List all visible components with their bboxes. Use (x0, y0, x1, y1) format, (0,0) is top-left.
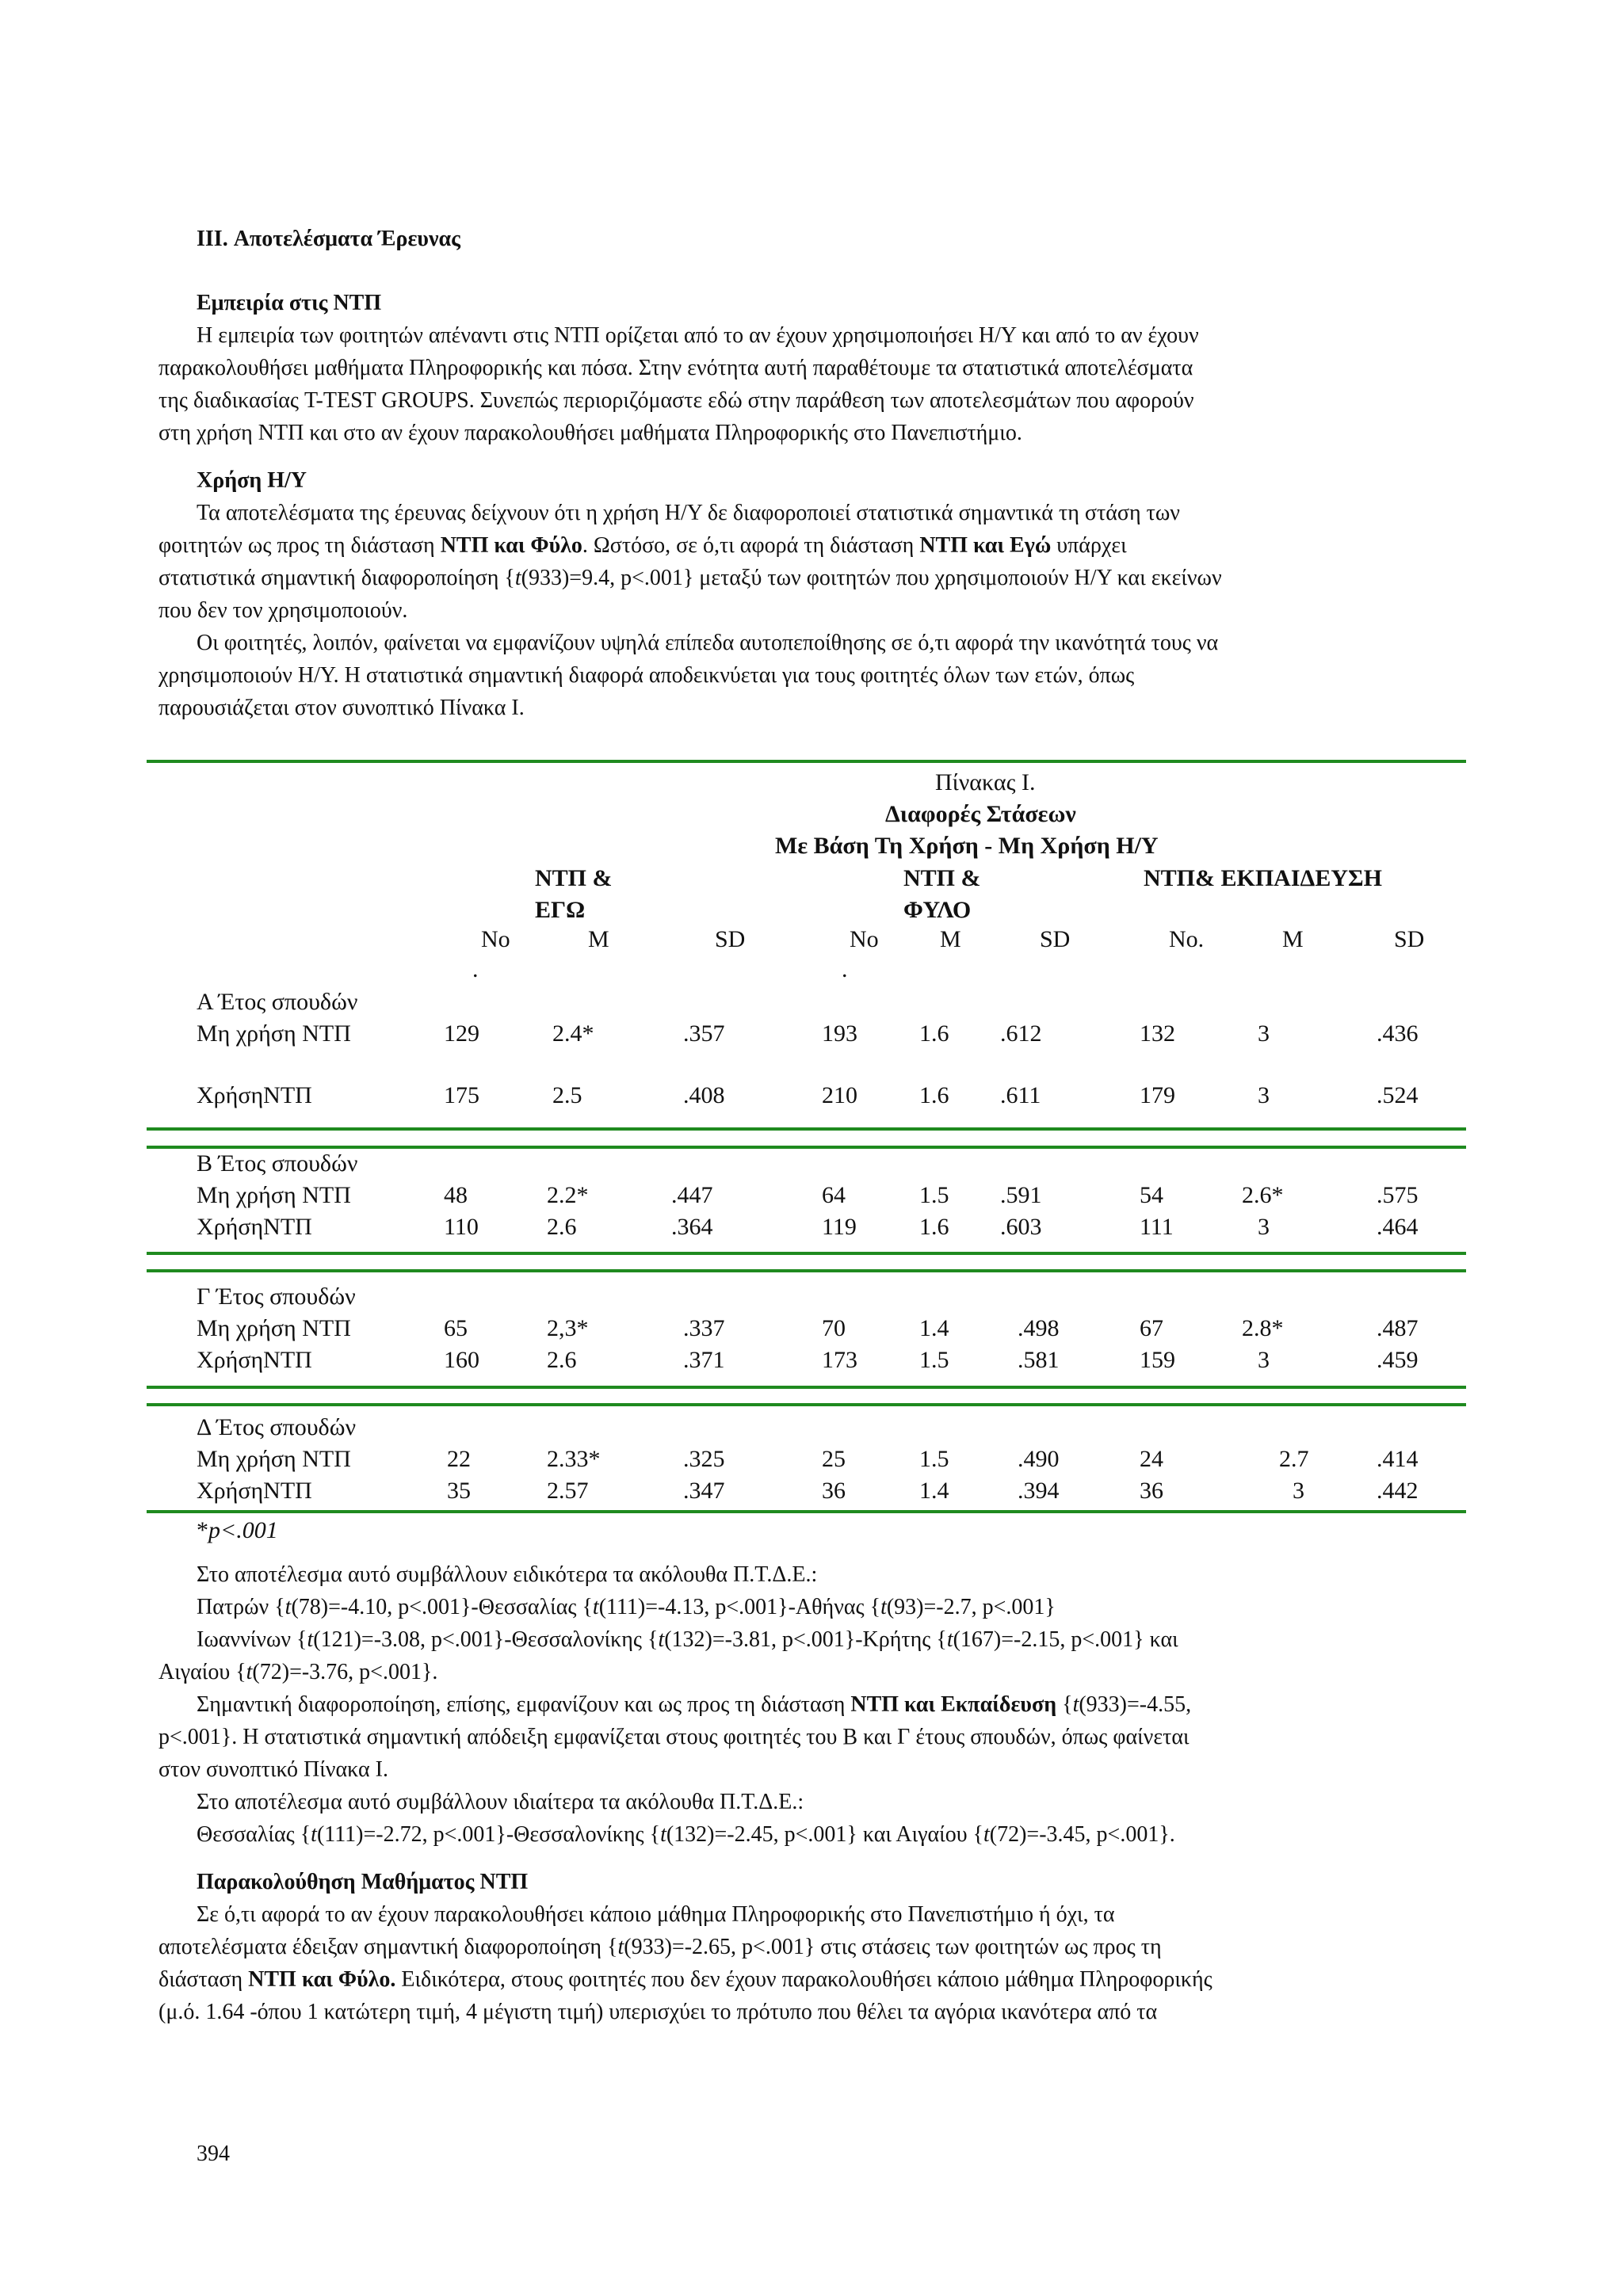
text-segment: Σημαντική διαφοροποίηση, επίσης, εμφανίζουν και ως προς τη διάσταση (197, 1692, 851, 1717)
cell-n: 67 (1140, 1315, 1163, 1341)
cell-n: 110 (444, 1214, 479, 1240)
italic-symbol: t (307, 1627, 314, 1652)
text-segment: (72)=-3.76, p<.001}. (252, 1660, 438, 1684)
text-segment: Αιγαίου { (158, 1660, 246, 1684)
cell-mean: 1.4 (919, 1478, 949, 1504)
italic-symbol: t (1072, 1692, 1079, 1717)
paragraph-line: στον συνοπτικό Πίνακα Ι. (158, 1757, 388, 1782)
table-caption-title: Διαφορές Στάσεων (885, 801, 1076, 827)
cell-sd: .347 (683, 1478, 725, 1504)
cell-mean: 3 (1293, 1478, 1304, 1504)
paragraph-line (197, 1591, 1056, 1623)
paragraph-line: Στο αποτέλεσμα αυτό συμβάλλουν ιδιαίτερα τα ακόλουθα Π.Τ.Δ.Ε.: (197, 1790, 804, 1814)
paragraph-line (158, 1931, 1162, 1963)
column-header-mean: M (588, 926, 609, 952)
text-segment: Θεσσαλίας { (197, 1822, 311, 1847)
paragraph-line: της διαδικασίας T-TEST GROUPS. Συνεπώς περιοριζόμαστε εδώ στην παράθεση των αποτελεσμάτων που αφορούν (158, 388, 1194, 413)
column-header-sd: SD (1040, 926, 1071, 952)
text-segment: διάσταση (158, 1967, 249, 1992)
cell-mean: 2.5 (552, 1082, 582, 1108)
text-segment: (μ.ό. 1.64 -όπου 1 κατώτερη τιμή, 4 μέγιστη τιμή) υπερισχύει το πρότυπο που θέλει τα αγόρια ικανότερα από τα (158, 2000, 1158, 2024)
row-label: Μη χρήση ΝΤΠ (197, 1446, 351, 1472)
paragraph-line: Η εμπειρία των φοιτητών απέναντι στις ΝΤΠ ορίζεται από το αν έχουν χρησιμοποιήσει Η/Υ και από το αν έχουν (197, 323, 1199, 348)
year-label: Δ Έτος σπουδών (197, 1414, 357, 1440)
text-segment: (72)=-3.45, p<.001}. (989, 1822, 1175, 1847)
paragraph-line (158, 1996, 1157, 2028)
cell-sd: .442 (1377, 1478, 1419, 1504)
cell-mean: 2.8* (1242, 1315, 1284, 1341)
row-label: Μη χρήση ΝΤΠ (197, 1020, 351, 1047)
cell-n: 65 (444, 1315, 468, 1341)
paragraph-line (197, 1818, 1175, 1851)
cell-n: 54 (1140, 1182, 1163, 1208)
row-label: ΧρήσηΝΤΠ (197, 1214, 312, 1240)
table-footnote: *p<.001 (197, 1517, 278, 1543)
cell-mean: 1.5 (919, 1347, 949, 1373)
column-header-sd: SD (715, 926, 746, 952)
cell-n: 173 (822, 1347, 857, 1373)
paragraph-line (197, 1623, 1178, 1656)
cell-n: 24 (1140, 1446, 1163, 1472)
table-top-rule (147, 760, 1466, 763)
cell-sd: .490 (1018, 1446, 1060, 1472)
row-label: ΧρήσηΝΤΠ (197, 1478, 312, 1504)
cell-sd: .487 (1377, 1315, 1419, 1341)
paragraph-line: p<.001}. Η στατιστικά σημαντική απόδειξη εμφανίζεται στους φοιτητές του Β και Γ έτους σπουδών, όπως φαίνεται (158, 1725, 1190, 1749)
cell-n: 160 (444, 1347, 479, 1373)
paragraph-line (197, 1898, 1115, 1931)
cell-sd: .498 (1018, 1315, 1060, 1341)
cell-sd: .371 (683, 1347, 725, 1373)
cell-sd: .408 (683, 1082, 725, 1108)
cell-n: 22 (447, 1446, 471, 1472)
paragraph-line: Οι φοιτητές, λοιπόν, φαίνεται να εμφανίζουν υψηλά επίπεδα αυτοπεποίθησης σε ό,τι αφορά την ικανότητά τους να (197, 631, 1219, 655)
cell-n: 35 (447, 1478, 471, 1504)
paragraph-line (197, 1688, 1191, 1721)
cell-mean: 2,3* (547, 1315, 589, 1341)
cell-mean: 1.6 (919, 1214, 949, 1240)
paragraph-line (158, 1963, 1212, 1996)
text-segment: (933)=-2.65, p<.001} στις στάσεις των φοιτητών ως προς τη (624, 1935, 1162, 1959)
cell-mean: 2.6 (547, 1214, 577, 1240)
cell-n: 111 (1140, 1214, 1174, 1240)
cell-mean: 3 (1258, 1347, 1270, 1373)
paragraph-line: παρακολουθήσει μαθήματα Πληροφορικής και πόσα. Στην ενότητα αυτή παραθέτουμε τα στατιστικά αποτελέσματα (158, 356, 1193, 380)
table-rule (147, 1403, 1466, 1406)
cell-n: 159 (1140, 1347, 1175, 1373)
cell-mean: 3 (1258, 1214, 1270, 1240)
column-header-n: No (481, 926, 510, 952)
row-label: ΧρήσηΝΤΠ (197, 1082, 312, 1108)
column-header-n: No (850, 926, 879, 952)
cell-n: 210 (822, 1082, 857, 1108)
cell-mean: 2.4* (552, 1020, 594, 1047)
paragraph-line: παρουσιάζεται στον συνοπτικό Πίνακα Ι. (158, 696, 525, 720)
text-segment: (111)=-2.72, p<.001}-Θεσσαλονίκης { (316, 1822, 661, 1847)
cell-mean: 3 (1258, 1020, 1270, 1047)
cell-n: 48 (444, 1182, 468, 1208)
cell-mean: 1.6 (919, 1020, 949, 1047)
text-segment: Σε ό,τι αφορά το αν έχουν παρακολουθήσει κάποιο μάθημα Πληροφορικής στο Πανεπιστήμιο ή όχι, τα (197, 1902, 1115, 1927)
cell-n: 36 (822, 1478, 846, 1504)
subsection-heading-computer-use: Χρήση Η/Υ (197, 468, 307, 493)
text-segment: Ιωαννίνων { (197, 1627, 307, 1652)
cell-sd: .436 (1377, 1020, 1419, 1047)
column-header-sd: SD (1394, 926, 1425, 952)
paragraph-line (158, 1656, 437, 1688)
cell-sd: .591 (1000, 1182, 1042, 1208)
text-segment: (111)=-4.13, p<.001}-Αθήνας { (598, 1595, 881, 1619)
cell-mean: 2.7 (1279, 1446, 1309, 1472)
row-label: Μη χρήση ΝΤΠ (197, 1315, 351, 1341)
year-label: Β Έτος σπουδών (197, 1150, 358, 1177)
paragraph-line: στη χρήση ΝΤΠ και στο αν έχουν παρακολουθήσει μαθήματα Πληροφορικής στο Πανεπιστήμιο. (158, 421, 1022, 445)
text-segment: { (1056, 1692, 1073, 1717)
cell-sd: .459 (1377, 1347, 1419, 1373)
table-caption-number: Πίνακας Ι. (935, 769, 1036, 795)
cell-sd: .447 (671, 1182, 713, 1208)
row-label: ΧρήσηΝΤΠ (197, 1347, 312, 1373)
text-segment: (933)=-4.55, (1079, 1692, 1192, 1717)
italic-symbol: t (285, 1595, 292, 1619)
column-header-n: No. (1169, 926, 1205, 952)
text-segment: (121)=-3.08, p<.001}-Θεσσαλονίκης { (313, 1627, 659, 1652)
paragraph-line: φοιτητών ως προς τη διάσταση ΝΤΠ και Φύλο. Ωστόσο, σε ό,τι αφορά τη διάσταση ΝΤΠ και Εγώ υπάρχει (158, 533, 1127, 558)
cell-sd: .337 (683, 1315, 725, 1341)
column-header-mean: M (940, 926, 961, 952)
cell-n: 70 (822, 1315, 846, 1341)
paragraph-line: που δεν τον χρησιμοποιούν. (158, 598, 408, 623)
cell-mean: 1.6 (919, 1082, 949, 1108)
italic-symbol: t (660, 1822, 666, 1847)
bold-text: ΝΤΠ και Εκπαίδευση (850, 1692, 1057, 1717)
paragraph-line: Τα αποτελέσματα της έρευνας δείχνουν ότι η χρήση Η/Υ δε διαφοροποιεί στατιστικά σημαντικά τη στάση των (197, 501, 1180, 525)
column-header-dot: . (842, 956, 848, 982)
year-label: Α Έτος σπουδών (197, 989, 358, 1015)
cell-sd: .414 (1377, 1446, 1419, 1472)
table-rule (147, 1127, 1466, 1131)
cell-n: 175 (444, 1082, 479, 1108)
cell-sd: .325 (683, 1446, 725, 1472)
table-caption-subtitle: Με Βάση Τη Χρήση - Μη Χρήση Η/Υ (775, 833, 1159, 859)
table-group-header-ego: ΝΤΠ & (535, 865, 613, 891)
table-rule (147, 1252, 1466, 1255)
cell-sd: .603 (1000, 1214, 1042, 1240)
table-bottom-rule (147, 1510, 1466, 1513)
cell-n: 179 (1140, 1082, 1175, 1108)
italic-symbol: t (983, 1822, 990, 1847)
paragraph-line: στατιστικά σημαντική διαφοροποίηση {t(933)=9.4, p<.001} μεταξύ των φοιτητών που χρησιμοποιούν Η/Υ και εκείνων (158, 566, 1222, 590)
table-rule (147, 1146, 1466, 1149)
bold-text: ΝΤΠ και Φύλο. (248, 1967, 396, 1992)
cell-n: 129 (444, 1020, 479, 1047)
cell-sd: .575 (1377, 1182, 1419, 1208)
italic-symbol: t (246, 1660, 253, 1684)
cell-n: 64 (822, 1182, 846, 1208)
cell-n: 25 (822, 1446, 846, 1472)
table-group-header-gender: ΦΥΛΟ (903, 897, 972, 923)
cell-mean: 2.6* (1242, 1182, 1284, 1208)
subsection-heading-experience: Εμπειρία στις ΝΤΠ (197, 291, 382, 315)
table-group-header-gender: ΝΤΠ & (903, 865, 981, 891)
text-segment: (167)=-2.15, p<.001} και (953, 1627, 1178, 1652)
cell-n: 193 (822, 1020, 857, 1047)
cell-sd: .524 (1377, 1082, 1419, 1108)
italic-symbol: t (880, 1595, 887, 1619)
cell-sd: .364 (671, 1214, 713, 1240)
italic-symbol: t (946, 1627, 953, 1652)
cell-mean: 1.5 (919, 1182, 949, 1208)
section-title: III. Αποτελέσματα Έρευνας (197, 227, 460, 251)
table-rule (147, 1386, 1466, 1389)
text-segment: αποτελέσματα έδειξαν σημαντική διαφοροποίηση { (158, 1935, 618, 1959)
cell-sd: .581 (1018, 1347, 1060, 1373)
text-segment: (132)=-3.81, p<.001}-Κρήτης { (664, 1627, 947, 1652)
cell-n: 132 (1140, 1020, 1175, 1047)
paragraph-line: χρησιμοποιούν Η/Υ. Η στατιστικά σημαντική διαφορά αποδεικνύεται για τους φοιτητές όλων των ετών, όπως (158, 663, 1135, 688)
cell-mean: 2.6 (547, 1347, 577, 1373)
italic-symbol: t (311, 1822, 317, 1847)
cell-mean: 1.4 (919, 1315, 949, 1341)
cell-sd: .464 (1377, 1214, 1419, 1240)
cell-mean: 2.2* (547, 1182, 589, 1208)
italic-symbol: t (592, 1595, 599, 1619)
italic-symbol: t (617, 1935, 624, 1959)
table-group-header-education: ΝΤΠ& ΕΚΠΑΙΔΕΥΣΗ (1144, 865, 1382, 891)
column-header-dot: . (472, 956, 479, 982)
cell-n: 119 (822, 1214, 857, 1240)
cell-sd: .611 (1000, 1082, 1041, 1108)
column-header-mean: M (1282, 926, 1304, 952)
text-segment: Πατρών { (197, 1595, 285, 1619)
cell-mean: 2.57 (547, 1478, 589, 1504)
year-label: Γ Έτος σπουδών (197, 1283, 356, 1310)
cell-sd: .394 (1018, 1478, 1060, 1504)
text-segment: Ειδικότερα, στους φοιτητές που δεν έχουν παρακολουθήσει κάποιο μάθημα Πληροφορικής (395, 1967, 1212, 1992)
text-segment: (93)=-2.7, p<.001} (886, 1595, 1056, 1619)
text-segment: (132)=-2.45, p<.001} και Αιγαίου { (666, 1822, 983, 1847)
cell-sd: .357 (683, 1020, 725, 1047)
page-number: 394 (197, 2142, 230, 2166)
cell-sd: .612 (1000, 1020, 1042, 1047)
cell-mean: 1.5 (919, 1446, 949, 1472)
table-group-header-ego: ΕΓΩ (535, 897, 586, 923)
table-rule (147, 1269, 1466, 1272)
text-segment: (78)=-4.10, p<.001}-Θεσσαλίας { (291, 1595, 593, 1619)
row-label: Μη χρήση ΝΤΠ (197, 1182, 351, 1208)
paragraph-line: Στο αποτέλεσμα αυτό συμβάλλουν ειδικότερα τα ακόλουθα Π.Τ.Δ.Ε.: (197, 1562, 818, 1587)
cell-mean: 2.33* (547, 1446, 601, 1472)
italic-symbol: t (658, 1627, 665, 1652)
cell-n: 36 (1140, 1478, 1163, 1504)
cell-mean: 3 (1258, 1082, 1270, 1108)
subsection-heading-course-attendance: Παρακολούθηση Μαθήματος ΝΤΠ (197, 1870, 529, 1894)
